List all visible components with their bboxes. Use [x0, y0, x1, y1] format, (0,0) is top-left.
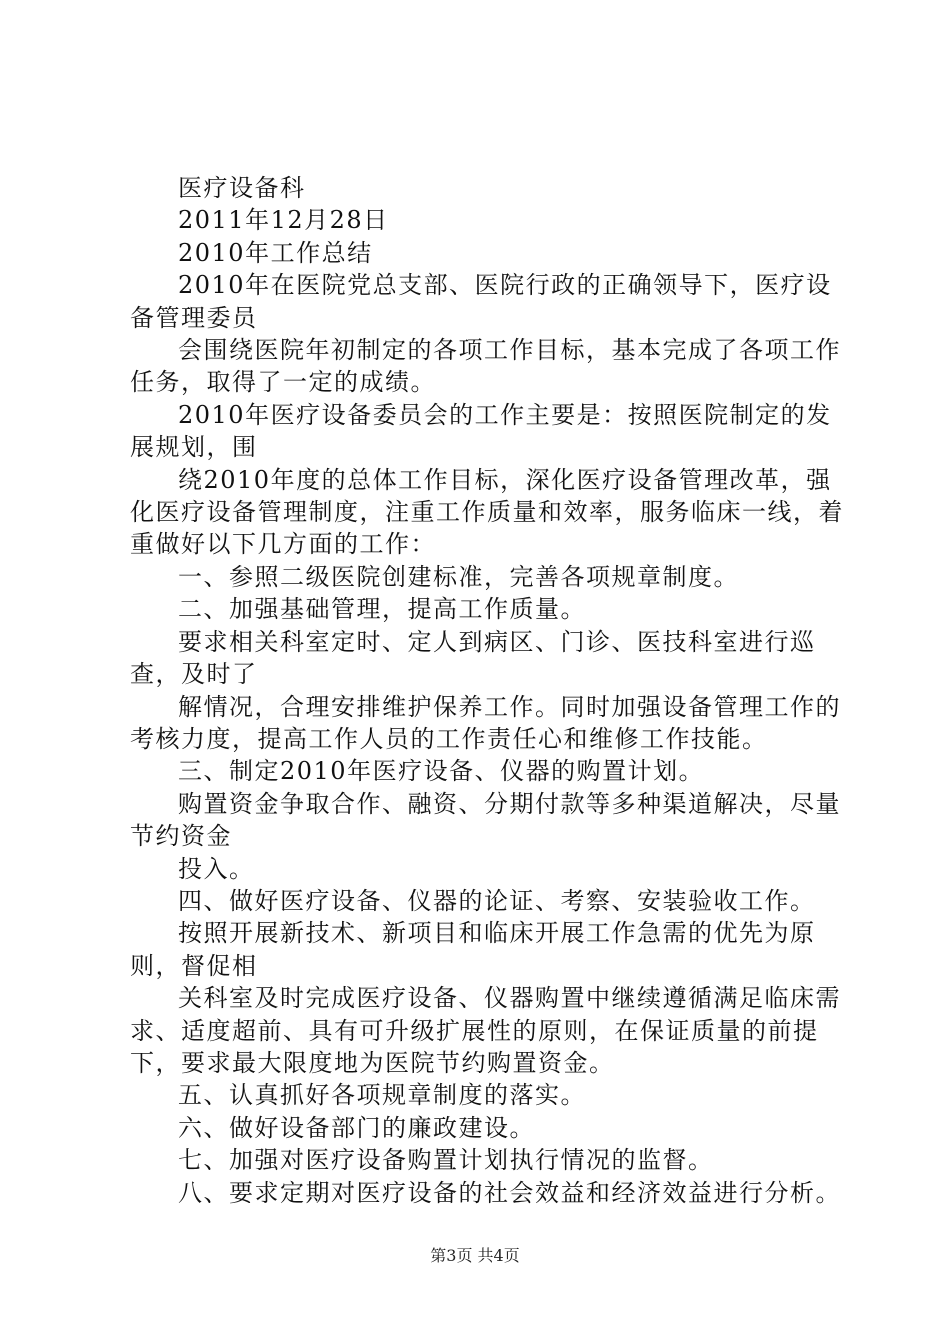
section-heading: 六、做好设备部门的廉政建设。	[178, 1113, 535, 1142]
department-line: 医疗设备科	[178, 174, 306, 202]
document-title: 2010年工作总结	[178, 238, 373, 267]
paragraph: 购置资金争取合作、融资、分期付款等多种渠道解决，尽量节约资金	[130, 789, 841, 851]
section-heading: 八、要求定期对医疗设备的社会效益和经济效益进行分析。	[178, 1178, 841, 1207]
page-number-footer: 第3页 共4页	[430, 1246, 520, 1265]
paragraph: 按照开展新技术、新项目和临床开展工作急需的优先为原则，督促相	[130, 919, 816, 980]
paragraph: 绕2010年度的总体工作目标，深化医疗设备管理改革，强化医疗设备管理制度，注重工作质量和效率，服务临床一线，着重做好以下几方面的工作：	[130, 465, 844, 559]
paragraph: 投入。	[178, 854, 255, 883]
document-body	[130, 172, 845, 1209]
paragraph: 要求相关科室定时、定人到病区、门诊、医技科室进行巡查，及时了	[130, 627, 816, 689]
paragraph: 2010年医疗设备委员会的工作主要是：按照医院制定的发展规划，围	[130, 400, 832, 462]
paragraph: 2010年在医院党总支部、医院行政的正确领导下，医疗设备管理委员	[130, 271, 832, 332]
section-heading: 五、认真抓好各项规章制度的落实。	[178, 1081, 586, 1110]
section-heading: 七、加强对医疗设备购置计划执行情况的监督。	[178, 1146, 714, 1175]
section-heading: 三、制定2010年医疗设备、仪器的购置计划。	[178, 757, 705, 786]
paragraph: 解情况，合理安排维护保养工作。同时加强设备管理工作的考核力度，提高工作人员的工作责任心和维修工作技能。	[130, 692, 841, 753]
paragraph: 关科室及时完成医疗设备、仪器购置中继续遵循满足临床需求、适度超前、具有可升级扩展性的原则，在保证质量的前提下，要求最大限度地为医院节约购置资金。	[130, 984, 841, 1077]
section-heading: 二、加强基础管理，提高工作质量。	[178, 595, 586, 624]
paragraph: 会围绕医院年初制定的各项工作目标，基本完成了各项工作任务，取得了一定的成绩。	[130, 336, 841, 397]
date-line: 2011年12月28日	[178, 206, 389, 235]
section-heading: 一、参照二级医院创建标准，完善各项规章制度。	[178, 562, 739, 591]
section-heading: 四、做好医疗设备、仪器的论证、考察、安装验收工作。	[178, 886, 816, 915]
